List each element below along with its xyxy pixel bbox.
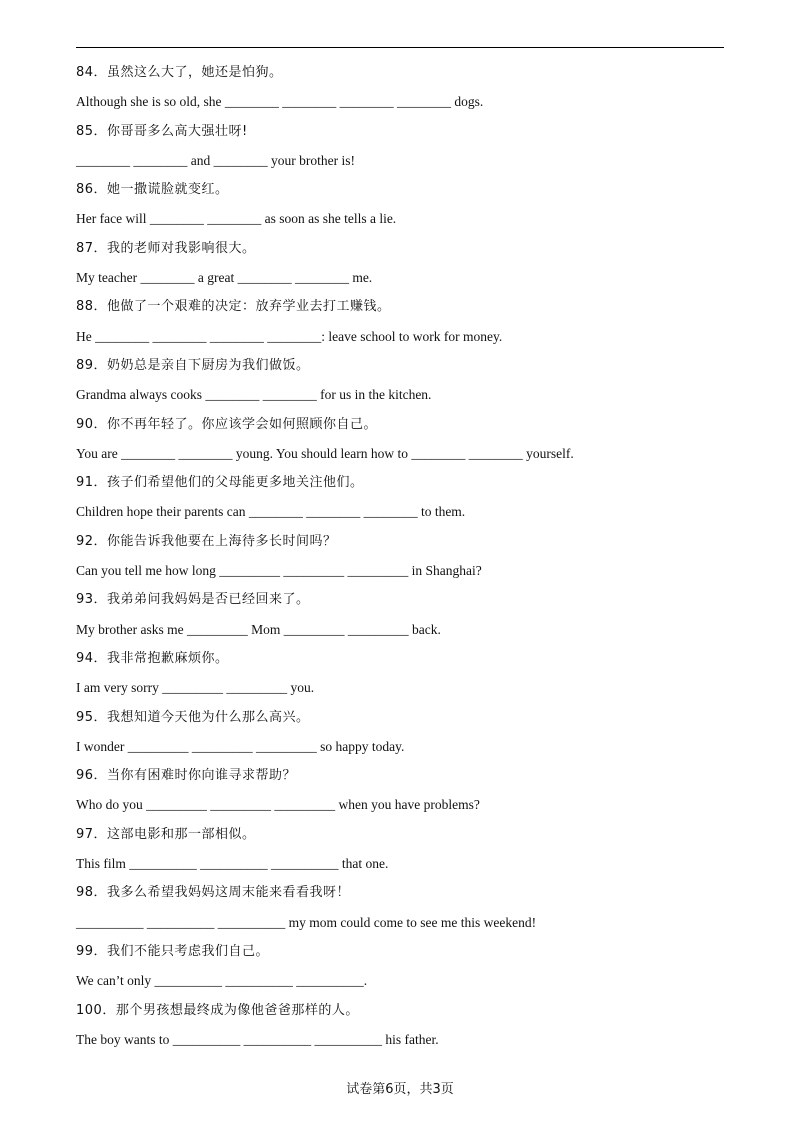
exercise-item — [76, 820, 724, 879]
exercise-answer-line: My teacher ________ a great ________ ________ me. — [76, 270, 373, 286]
exercise-prompt: 84．虽然这么大了，她还是怕狗。 — [76, 65, 283, 80]
exercise-prompt: 99．我们不能只考虑我们自己。 — [76, 943, 270, 959]
exercise-list — [76, 58, 724, 1054]
exercise-answer-line: Who do you _________ _________ _________ when you have problems? — [76, 797, 480, 813]
exercise-prompt: 96．当你有困难时你向谁寻求帮助？ — [76, 768, 297, 784]
exercise-answer-line: This film __________ __________ __________ that one. — [76, 856, 389, 872]
exercise-item — [76, 175, 724, 234]
exercise-answer-line: I wonder _________ _________ _________ so happy today. — [76, 738, 405, 754]
exercise-answer-line: ________ ________ and ________ your brother is! — [76, 152, 355, 168]
exercise-answer-line: Can you tell me how long _________ _________ _________ in Shanghai? — [76, 563, 482, 579]
exercise-answer-line: I am very sorry _________ _________ you. — [76, 680, 315, 696]
exercise-prompt: 89．奶奶总是亲自下厨房为我们做饭。 — [76, 357, 310, 373]
exercise-prompt: 93．我弟弟问我妈妈是否已经回来了。 — [76, 592, 310, 608]
exercise-prompt: 100．那个男孩想最终成为像他爸爸那样的人。 — [76, 1002, 359, 1018]
exercise-item — [76, 468, 724, 527]
exercise-item — [76, 644, 724, 703]
exercise-item — [76, 761, 724, 820]
exercise-item — [76, 527, 724, 586]
exercise-answer-line: Grandma always cooks ________ ________ for us in the kitchen. — [76, 387, 432, 403]
exercise-prompt: 91．孩子们希望他们的父母能更多地关注他们。 — [76, 475, 364, 491]
exercise-answer-line: My brother asks me _________ Mom _________ _________ back. — [76, 621, 441, 637]
exercise-prompt: 90．你不再年轻了。你应该学会如何照顾你自己。 — [76, 416, 378, 432]
exercise-item — [76, 292, 724, 351]
exercise-prompt: 85．你哥哥多么高大强壮呀! — [76, 123, 248, 139]
exercise-answer-line: He ________ ________ ________ ________: leave school to work for money. — [76, 328, 503, 344]
exercise-answer-line: You are ________ ________ young. You should learn how to ________ ________ yourself. — [76, 445, 574, 461]
exercise-item — [76, 351, 724, 410]
exercise-prompt: 86．她一撒谎脸就变红。 — [76, 182, 229, 198]
exercise-item — [76, 937, 724, 996]
page-footer: 试卷第6页，共3页 — [346, 1082, 454, 1097]
exercise-item — [76, 585, 724, 644]
exercise-item — [76, 234, 724, 293]
exercise-item — [76, 996, 724, 1055]
exercise-answer-line: __________ __________ __________ my mom could come to see me this weekend! — [76, 914, 537, 930]
exercise-item — [76, 58, 724, 117]
exercise-answer-line: The boy wants to __________ __________ __________ his father. — [76, 1031, 439, 1047]
exercise-item — [76, 703, 724, 762]
exercise-prompt: 98．我多么希望我妈妈这周末能来看看我呀！ — [76, 885, 351, 901]
exercise-item — [76, 410, 724, 469]
header-rule — [76, 47, 724, 48]
exercise-answer-line: Her face will ________ ________ as soon as she tells a lie. — [76, 211, 397, 227]
exercise-prompt: 87．我的老师对我影响很大。 — [76, 240, 256, 256]
exercise-item — [76, 117, 724, 176]
exercise-prompt: 92．你能告诉我他要在上海待多长时间吗？ — [76, 533, 337, 549]
exercise-answer-line: Children hope their parents can ________ ________ ________ to them. — [76, 504, 466, 520]
exercise-answer-line: We can’t only __________ __________ __________. — [76, 973, 368, 989]
exercise-answer-line: Although she is so old, she ________ ________ ________ ________ dogs. — [76, 94, 484, 110]
exercise-prompt: 94．我非常抱歉麻烦你。 — [76, 650, 229, 666]
exercise-prompt: 95．我想知道今天他为什么那么高兴。 — [76, 709, 310, 725]
exercise-item — [76, 878, 724, 937]
exercise-prompt: 97．这部电影和那一部相似。 — [76, 826, 256, 842]
exercise-prompt: 88．他做了一个艰难的决定：放弃学业去打工赚钱。 — [76, 299, 391, 315]
